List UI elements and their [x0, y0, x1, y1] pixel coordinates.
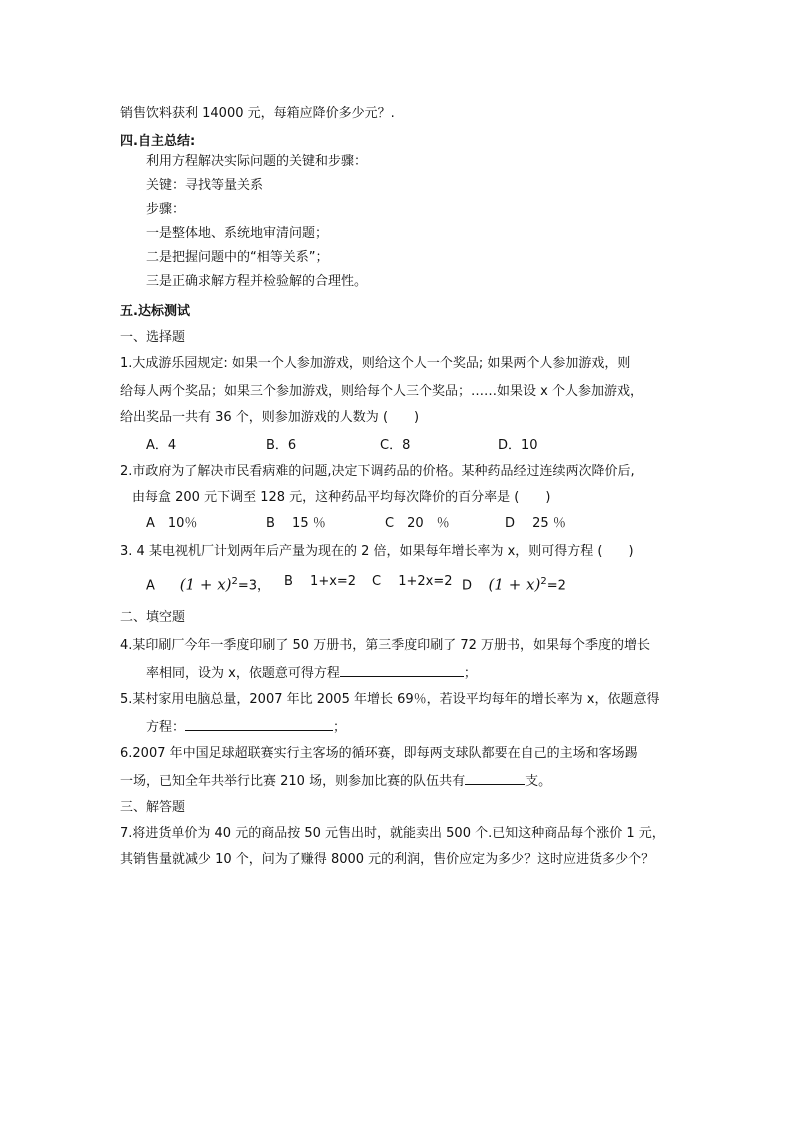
q3-option-a-rest: =3，: [237, 578, 271, 594]
q3-option-c: C 1+2x=2: [372, 574, 453, 589]
question-4-line: [146, 662, 477, 684]
q3-option-a: [146, 572, 270, 596]
question-4-line: 4.某印刷厂今年一季度印刷了 50 万册书，第三季度印刷了 72 万册书，如果每个季度的增长: [120, 638, 651, 653]
question-1-line: 给出奖品一共有 36 个，则参加游戏的人数为 ( ): [120, 410, 420, 425]
q2-option-a: A 10％: [146, 516, 198, 531]
summary-line: 三是正确求解方程并检验解的合理性。: [146, 274, 368, 289]
question-5-text: 方程：: [146, 720, 186, 735]
question-6-line: [120, 770, 551, 792]
q2-option-b: B 15 ％: [266, 516, 326, 531]
fill-heading: 二、填空题: [120, 610, 186, 625]
choice-heading: 一、选择题: [120, 330, 186, 345]
q2-option-d: D 25 ％: [505, 516, 566, 531]
summary-heading: 四.自主总结:: [120, 134, 196, 149]
question-5-end: ；: [333, 720, 347, 735]
question-3-line: 3. 4 某电视机厂计划两年后产量为现在的 2 倍，如果每年增长率为 x，则可得方程 ( ): [120, 544, 634, 559]
summary-line: 利用方程解决实际问题的关键和步骤：: [146, 154, 368, 169]
q3-option-d: [462, 572, 566, 596]
question-5-line: 5.某村家用电脑总量，2007 年比 2005 年增长 69％，若设平均每年的增长率为 x，依题意得: [120, 692, 660, 707]
question-6-line: 6.2007 年中国足球超联赛实行主客场的循环赛，即每两支球队都要在自己的主场和客场踢: [120, 746, 638, 761]
q3-option-d-rest: =2: [546, 578, 566, 594]
q3-option-a-expr: (1 + x): [179, 575, 232, 594]
question-2-line: 2.市政府为了解决市民看病难的问题,决定下调药品的价格。某种药品经过连续两次降价后,: [120, 464, 635, 479]
q3-option-d-expr: (1 + x): [488, 575, 541, 594]
carryover-line: 销售饮料获利 14000 元，每箱应降价多少元？.: [120, 106, 395, 121]
question-1-line: 1.大成游乐园规定: 如果一个人参加游戏，则给这个人一个奖品; 如果两个人参加游戏，则: [120, 356, 631, 371]
q2-option-c: C 20 ％: [385, 516, 450, 531]
question-7-line: 其销售量就减少 10 个，问为了赚得 8000 元的利润，售价应定为多少？这时应进货多少个？: [120, 852, 655, 867]
summary-line: 关键：寻找等量关系: [146, 178, 264, 193]
q1-option-c: C．8: [380, 438, 411, 453]
question-5-answer-blank[interactable]: [185, 716, 333, 731]
question-6-answer-blank[interactable]: [465, 770, 525, 785]
question-6-text: 一场，已知全年共举行比赛 210 场，则参加比赛的队伍共有: [120, 774, 466, 789]
test-heading: 五.达标测试: [120, 304, 190, 319]
q1-option-d: D．10: [498, 438, 538, 453]
summary-line: 步骤：: [146, 202, 186, 217]
q3-option-a-exponent: 2: [231, 576, 238, 587]
q3-option-d-exponent: 2: [540, 576, 547, 587]
q3-option-a-label: A: [146, 578, 155, 594]
question-4-end: ；: [463, 666, 477, 681]
question-4-answer-blank[interactable]: [340, 662, 464, 677]
question-6-end: 支。: [525, 774, 552, 789]
summary-line: 二是把握问题中的“相等关系”；: [146, 250, 329, 265]
solve-heading: 三、解答题: [120, 800, 186, 815]
question-5-line: [146, 716, 346, 738]
q3-option-b: B 1+x=2: [284, 574, 357, 589]
q1-option-a: A．4: [146, 438, 177, 453]
q1-option-b: B．6: [266, 438, 297, 453]
question-2-line: 由每盒 200 元下调至 128 元，这种药品平均每次降价的百分率是 ( ): [132, 490, 551, 505]
q3-option-d-label: D: [462, 578, 473, 594]
summary-line: 一是整体地、系统地审清问题；: [146, 226, 329, 241]
question-1-line: 给每人两个奖品；如果三个参加游戏，则给每个人三个奖品；……如果设 x 个人参加游戏，: [120, 384, 643, 399]
question-4-text: 率相同，设为 x，依题意可得方程: [146, 666, 340, 681]
question-7-line: 7.将进货单价为 40 元的商品按 50 元售出时，就能卖出 500 个.已知这种商品每个涨价 1 元，: [120, 826, 665, 841]
